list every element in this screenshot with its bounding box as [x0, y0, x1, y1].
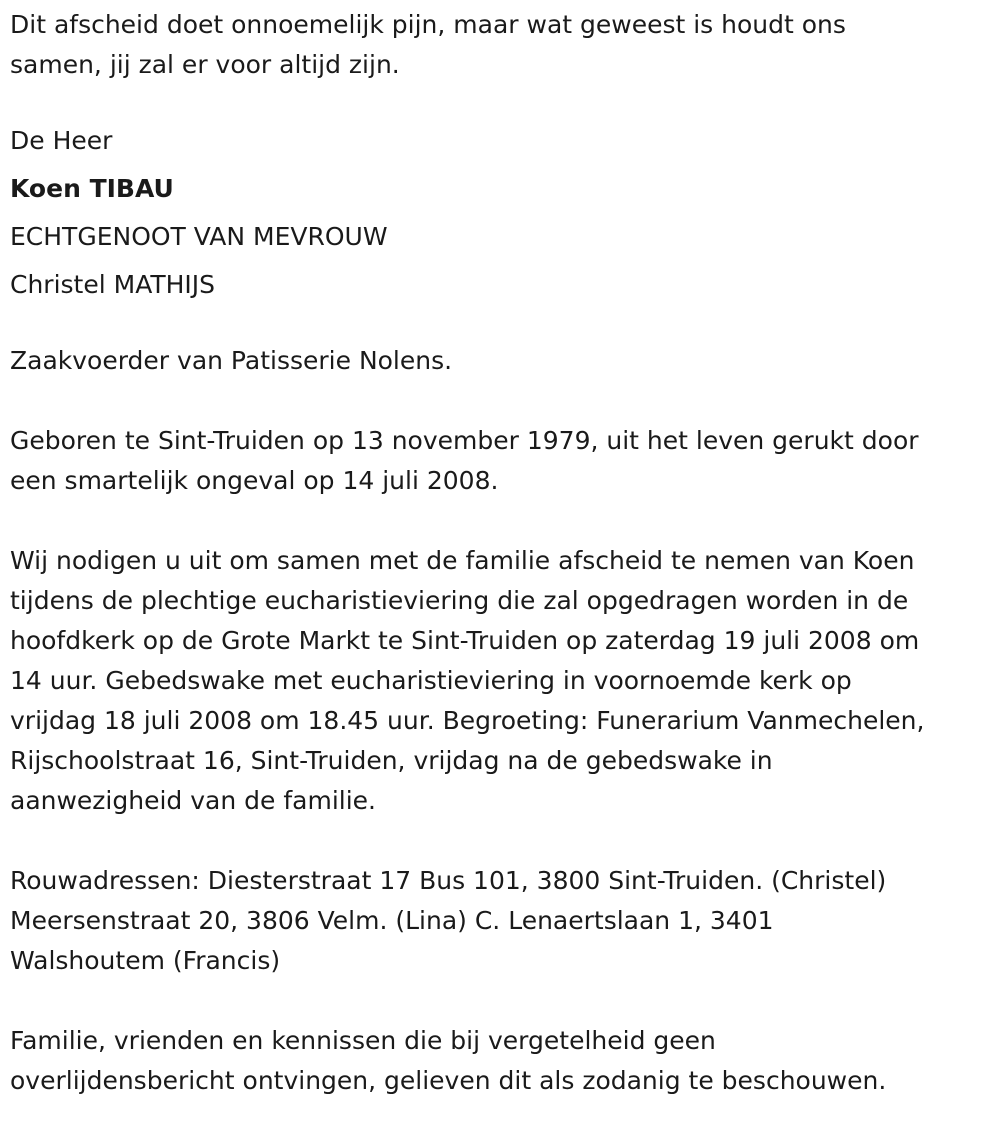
birth-death-text: Geboren te Sint-Truiden op 13 november 1979, uit het leven gerukt door een smartelijk ongeval op 14 juli 2008. [10, 426, 919, 495]
service-text: Wij nodigen u uit om samen met de familie afscheid te nemen van Koen tijdens de plechtige eucharistieviering die zal opgedragen worden in de hoofdkerk op de Grote Markt te Sint-Truiden op zaterdag 19 juli 2008 om 14 uur. Gebedswake met eucharistieviering in voornoemde kerk op vrijdag 18 juli 2008 om 18.45 uur. Begroeting: Funerarium Vanmechelen, Rijschoolstraat 16, Sint-Truiden, vrijdag na de gebedswake in aanwezigheid van de familie. [10, 546, 925, 815]
title-prefix: De Heer [10, 126, 113, 155]
occupation-text: Zaakvoerder van Patisserie Nolens. [10, 346, 453, 375]
mourning-addresses: Rouwadressen: Diesterstraat 17 Bus 101, 3800 Sint-Truiden. (Christel) Meersenstraat 20, 3806 Velm. (Lina) C. Lenaertslaan 1, 3401 Walshoutem (Francis) [10, 866, 887, 975]
deceased-block [10, 117, 1000, 309]
closing-text: Familie, vrienden en kennissen die bij vergetelheid geen overlijdensbericht ontvingen, gelieven dit als zodanig te beschouwen. [10, 1026, 887, 1095]
relation-label: ECHTGENOOT VAN MEVROUW [10, 222, 388, 251]
deceased-name: Koen TIBAU [10, 174, 174, 203]
opening-quote: Dit afscheid doet onnoemelijk pijn, maar wat geweest is houdt ons samen, jij zal er voor altijd zijn. [10, 10, 846, 79]
spouse-name: Christel MATHIJS [10, 270, 216, 299]
